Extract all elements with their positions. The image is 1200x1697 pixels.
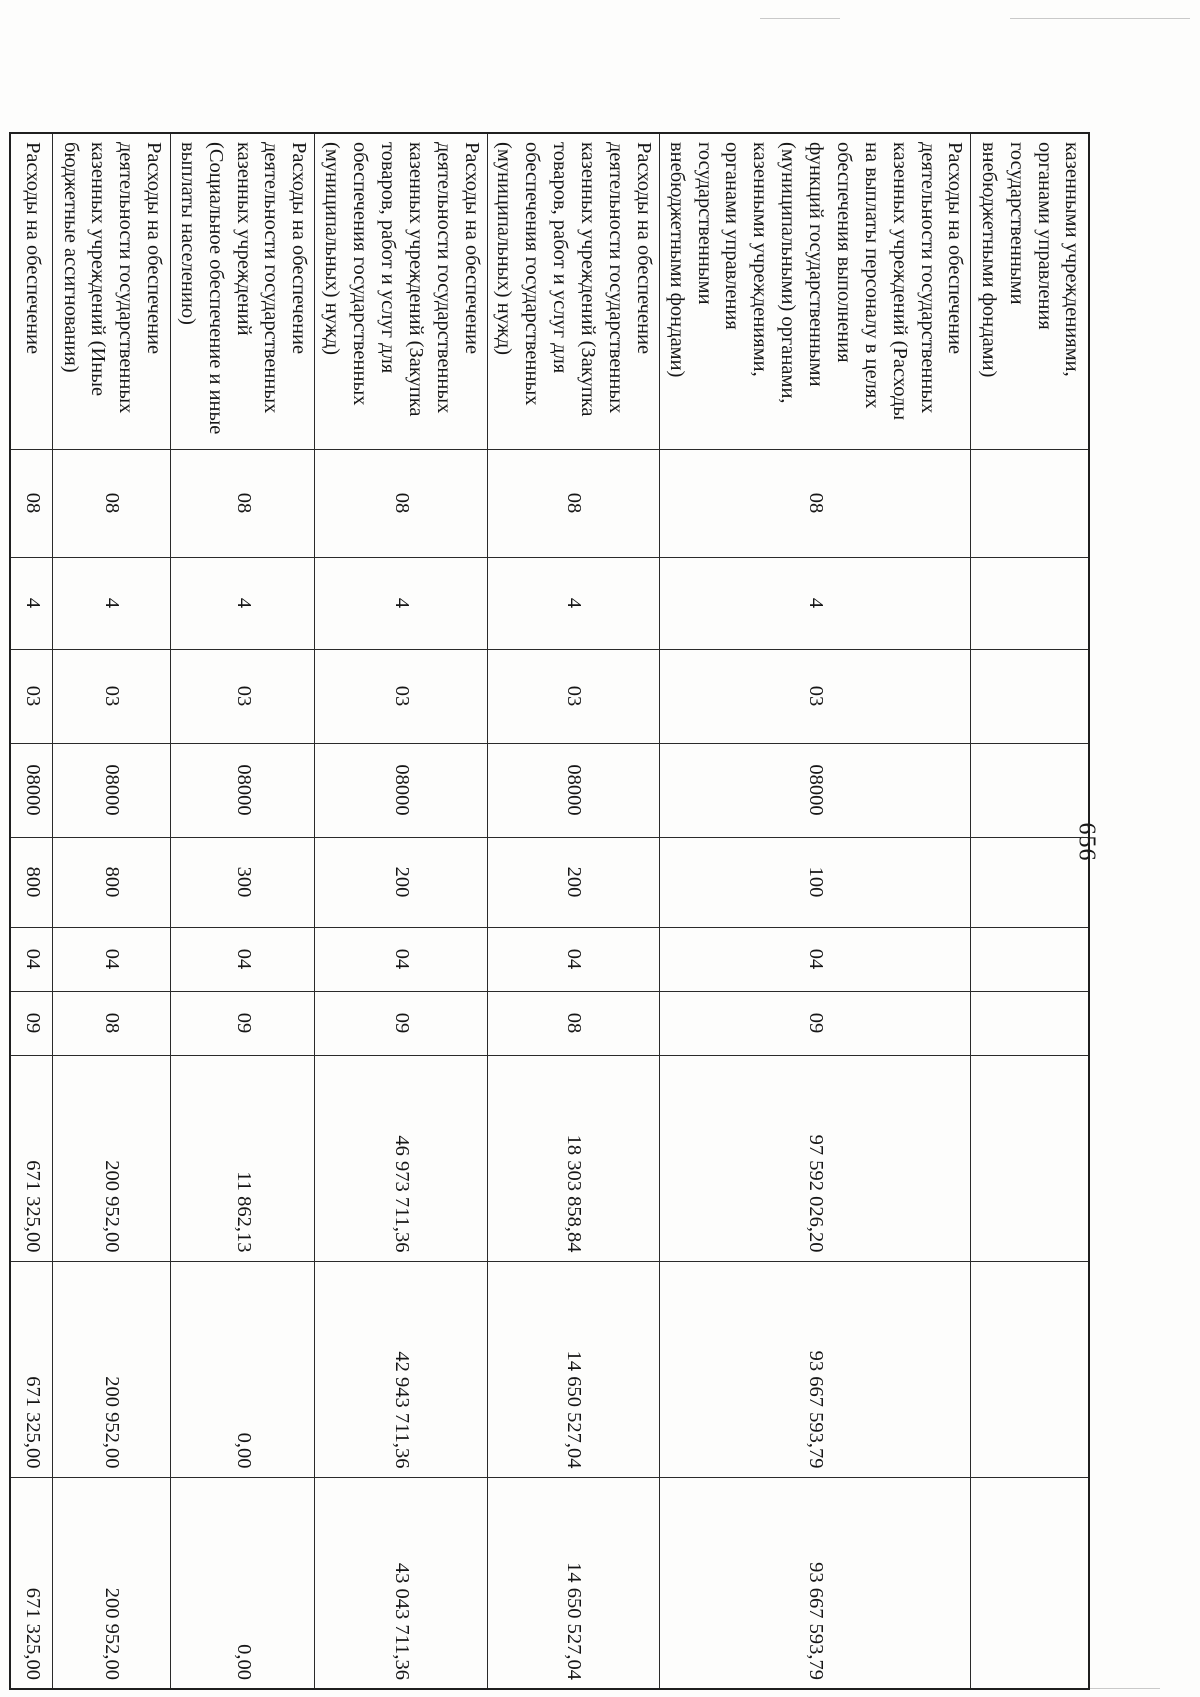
row-code-1: 08	[659, 449, 971, 557]
row-code-5: 200	[487, 837, 659, 927]
row-amount-3: 14 650 527,04	[487, 1477, 659, 1689]
table-row	[11, 133, 53, 1689]
row-amount-3: 200 952,00	[53, 1477, 171, 1689]
row-code-7	[971, 991, 1089, 1055]
row-name: Расходы на обеспечение деятельности государственных казенных учреждений (Социальное обеспечение и иные выплаты населению)	[171, 133, 315, 449]
row-amount-2: 93 667 593,79	[659, 1261, 971, 1477]
row-code-3: 03	[315, 649, 487, 743]
row-code-4: 08000	[171, 743, 315, 837]
row-amount-3	[971, 1477, 1089, 1689]
rotated-table-wrapper	[21, 132, 1090, 1688]
row-code-2: 4	[487, 557, 659, 649]
table-row	[53, 133, 171, 1689]
table-row	[659, 133, 971, 1689]
row-amount-1	[971, 1055, 1089, 1261]
row-code-4: 08000	[659, 743, 971, 837]
row-code-6: 04	[53, 927, 171, 991]
row-code-3: 03	[171, 649, 315, 743]
scan-edge-top-mid	[760, 18, 840, 19]
row-code-7: 08	[53, 991, 171, 1055]
budget-table	[10, 132, 1091, 1690]
row-amount-2: 0,00	[171, 1261, 315, 1477]
row-code-3: 03	[53, 649, 171, 743]
row-amount-2: 671 325,00	[11, 1261, 53, 1477]
row-code-2: 4	[11, 557, 53, 649]
row-code-7: 09	[659, 991, 971, 1055]
row-amount-1: 97 592 026,20	[659, 1055, 971, 1261]
table-row	[487, 133, 659, 1689]
row-name: Расходы на обеспечение деятельности государственных казенных учреждений (Иные бюджетные ассигнования)	[53, 133, 171, 449]
row-code-1: 08	[53, 449, 171, 557]
row-name: Расходы на обеспечение	[11, 133, 53, 449]
row-amount-1: 46 973 711,36	[315, 1055, 487, 1261]
row-code-7: 09	[171, 991, 315, 1055]
row-amount-2: 14 650 527,04	[487, 1261, 659, 1477]
row-amount-3: 0,00	[171, 1477, 315, 1689]
row-name: Расходы на обеспечение деятельности государственных казенных учреждений (Закупка товаров, работ и услуг для обеспечения государственных (муниципальных) нужд)	[315, 133, 487, 449]
row-code-6: 04	[659, 927, 971, 991]
row-code-2: 4	[53, 557, 171, 649]
row-code-3: 03	[11, 649, 53, 743]
row-code-2: 4	[171, 557, 315, 649]
row-code-3: 03	[487, 649, 659, 743]
row-code-4: 08000	[53, 743, 171, 837]
row-name: Расходы на обеспечение деятельности государственных казенных учреждений (Расходы на выплаты персоналу в целях обеспечения выполнения функций государственными (муниципальными) органами, казенными учреждениями, органами управления государственными внебюджетными фондами)	[659, 133, 971, 449]
row-amount-3: 93 667 593,79	[659, 1477, 971, 1689]
page-number: 656	[1073, 822, 1100, 862]
table-body	[11, 133, 1090, 1689]
row-code-2: 4	[659, 557, 971, 649]
row-code-5: 200	[315, 837, 487, 927]
table-row	[171, 133, 315, 1689]
row-code-5: 800	[53, 837, 171, 927]
row-code-1: 08	[487, 449, 659, 557]
table-row	[315, 133, 487, 1689]
row-amount-1: 18 303 858,84	[487, 1055, 659, 1261]
row-amount-1: 671 325,00	[11, 1055, 53, 1261]
row-code-5: 100	[659, 837, 971, 927]
row-code-1: 08	[315, 449, 487, 557]
row-code-1: 08	[171, 449, 315, 557]
row-code-4	[971, 743, 1089, 837]
row-code-1	[971, 449, 1089, 557]
row-code-6: 04	[11, 927, 53, 991]
row-code-2: 4	[315, 557, 487, 649]
table-row	[971, 133, 1089, 1689]
row-name: Расходы на обеспечение деятельности государственных казенных учреждений (Закупка товаров, работ и услуг для обеспечения государственных (муниципальных) нужд)	[487, 133, 659, 449]
row-name: казенными учреждениями, органами управления государственными внебюджетными фондами)	[971, 133, 1089, 449]
row-code-5: 300	[171, 837, 315, 927]
row-code-7: 09	[315, 991, 487, 1055]
row-code-5: 800	[11, 837, 53, 927]
row-code-4: 08000	[487, 743, 659, 837]
row-amount-3: 43 043 711,36	[315, 1477, 487, 1689]
row-code-3: 03	[659, 649, 971, 743]
row-code-4: 08000	[315, 743, 487, 837]
row-amount-1: 200 952,00	[53, 1055, 171, 1261]
row-amount-2	[971, 1261, 1089, 1477]
row-code-6: 04	[487, 927, 659, 991]
row-code-7: 09	[11, 991, 53, 1055]
row-amount-1: 11 862,13	[171, 1055, 315, 1261]
row-code-4: 08000	[11, 743, 53, 837]
row-code-6	[971, 927, 1089, 991]
row-code-2	[971, 557, 1089, 649]
row-code-6: 04	[315, 927, 487, 991]
row-code-5	[971, 837, 1089, 927]
row-code-3	[971, 649, 1089, 743]
row-code-1: 08	[11, 449, 53, 557]
scan-edge-top-right	[1010, 18, 1190, 19]
row-amount-3: 671 325,00	[11, 1477, 53, 1689]
row-amount-2: 200 952,00	[53, 1261, 171, 1477]
row-amount-2: 42 943 711,36	[315, 1261, 487, 1477]
row-code-7: 08	[487, 991, 659, 1055]
row-code-6: 04	[171, 927, 315, 991]
